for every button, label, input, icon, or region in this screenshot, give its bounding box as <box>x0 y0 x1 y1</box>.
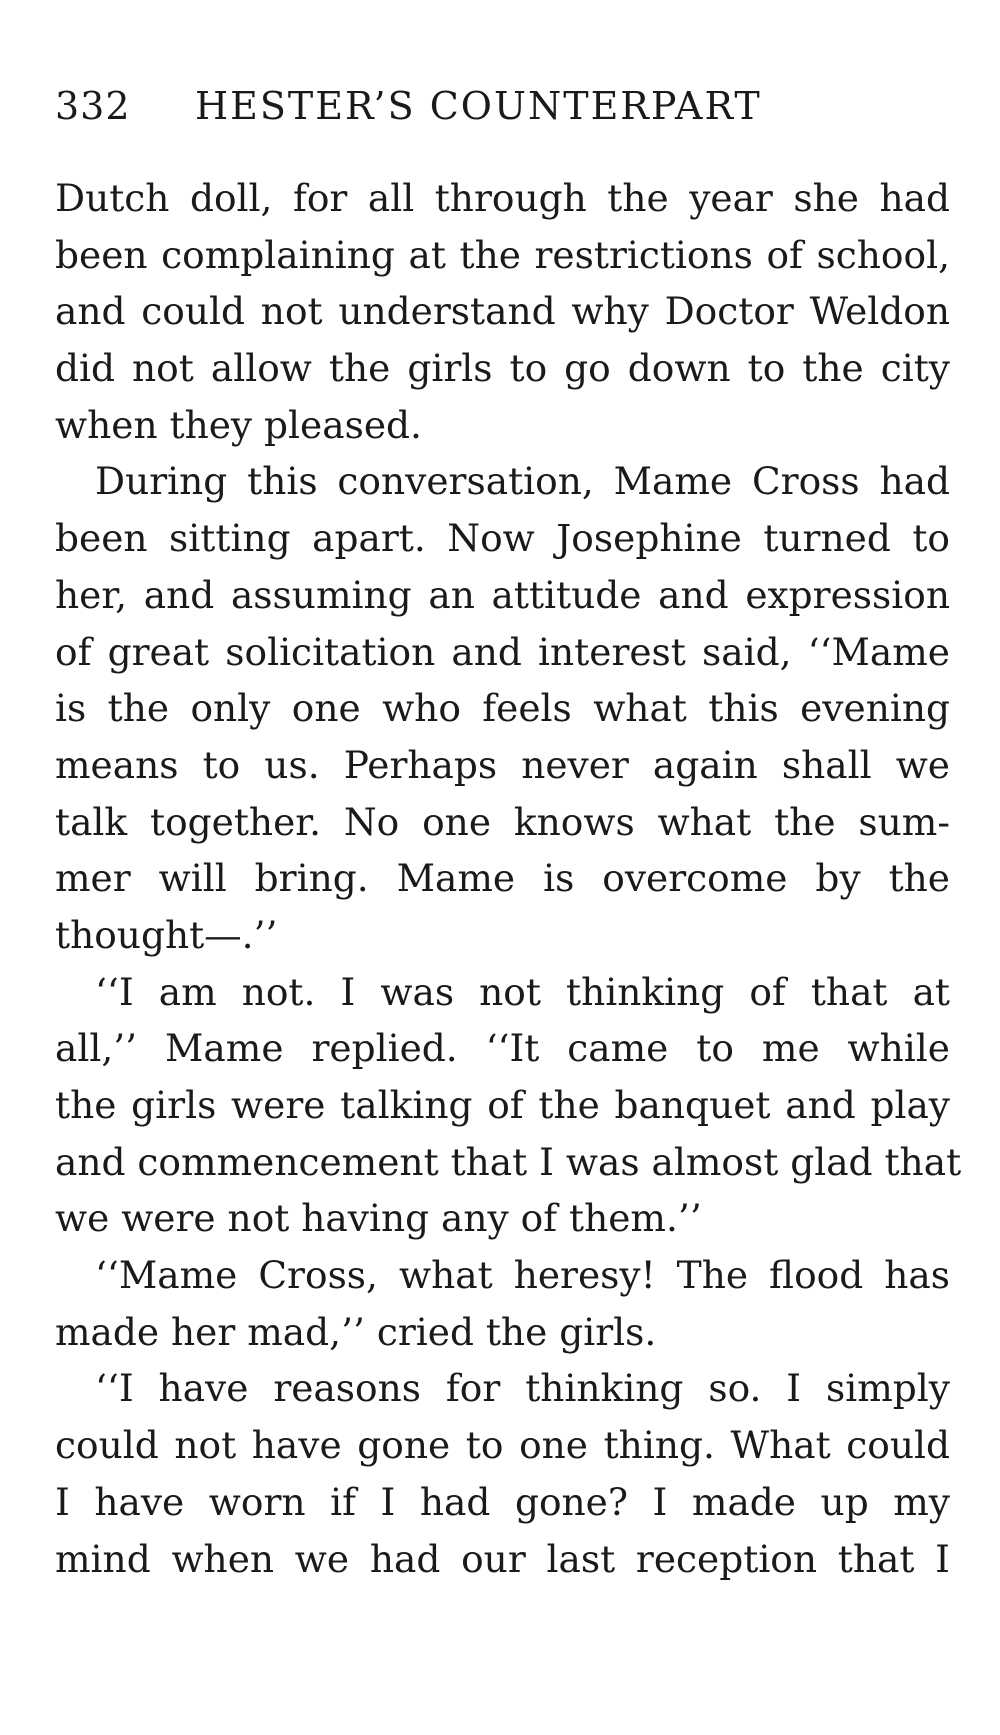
text-line: the girls were talking of the banquet and play <box>55 1083 950 1127</box>
text-line: we were not having any of them.’’ <box>55 1196 702 1241</box>
text-line: all,’’ Mame replied. ‘‘It came to me while <box>55 1026 950 1071</box>
text-line: ‘‘I am not. I was not thinking of that at <box>95 969 950 1014</box>
paragraph <box>55 1360 950 1587</box>
text-line: is the only one who feels what this evening <box>55 686 950 731</box>
text-line: could not have gone to one thing. What could <box>55 1423 950 1468</box>
text-line: Dutch doll, for all through the year she had <box>55 176 950 220</box>
text-line: ‘‘I have reasons for thinking so. I simply <box>95 1366 950 1411</box>
text-line: when they pleased. <box>55 402 422 447</box>
text-line: During this conversation, Mame Cross had <box>95 459 950 504</box>
paragraph <box>55 964 962 1247</box>
text-line: thought—.’’ <box>55 912 278 957</box>
page-number: 332 <box>55 84 131 128</box>
text-line: and commencement that I was almost glad that <box>55 1139 962 1184</box>
paragraph <box>55 1247 950 1360</box>
text-line: been complaining at the restrictions of school, <box>55 232 950 277</box>
text-line: ‘‘Mame Cross, what heresy! The flood has <box>95 1253 950 1298</box>
text-line: her, and assuming an attitude and expression <box>55 572 950 617</box>
text-line: did not allow the girls to go down to the city <box>55 346 950 391</box>
paragraph <box>55 453 950 963</box>
text-line: mind when we had our last reception that I <box>55 1536 950 1581</box>
text-line: and could not understand why Doctor Weldon <box>55 289 950 334</box>
text-line: of great solicitation and interest said, ‘‘Mame <box>55 629 950 674</box>
text-line: talk together. No one knows what the sum- <box>55 799 950 844</box>
text-line: means to us. Perhaps never again shall we <box>55 742 950 787</box>
running-title: HESTER’S COUNTERPART <box>195 84 762 128</box>
body-text <box>55 170 962 1587</box>
paragraph <box>55 170 950 453</box>
text-line: mer will bring. Mame is overcome by the <box>55 856 950 901</box>
running-head <box>55 84 955 134</box>
text-line: been sitting apart. Now Josephine turned to <box>55 516 950 561</box>
text-line: made her mad,’’ cried the girls. <box>55 1309 657 1354</box>
text-line: I have worn if I had gone? I made up my <box>55 1479 950 1524</box>
